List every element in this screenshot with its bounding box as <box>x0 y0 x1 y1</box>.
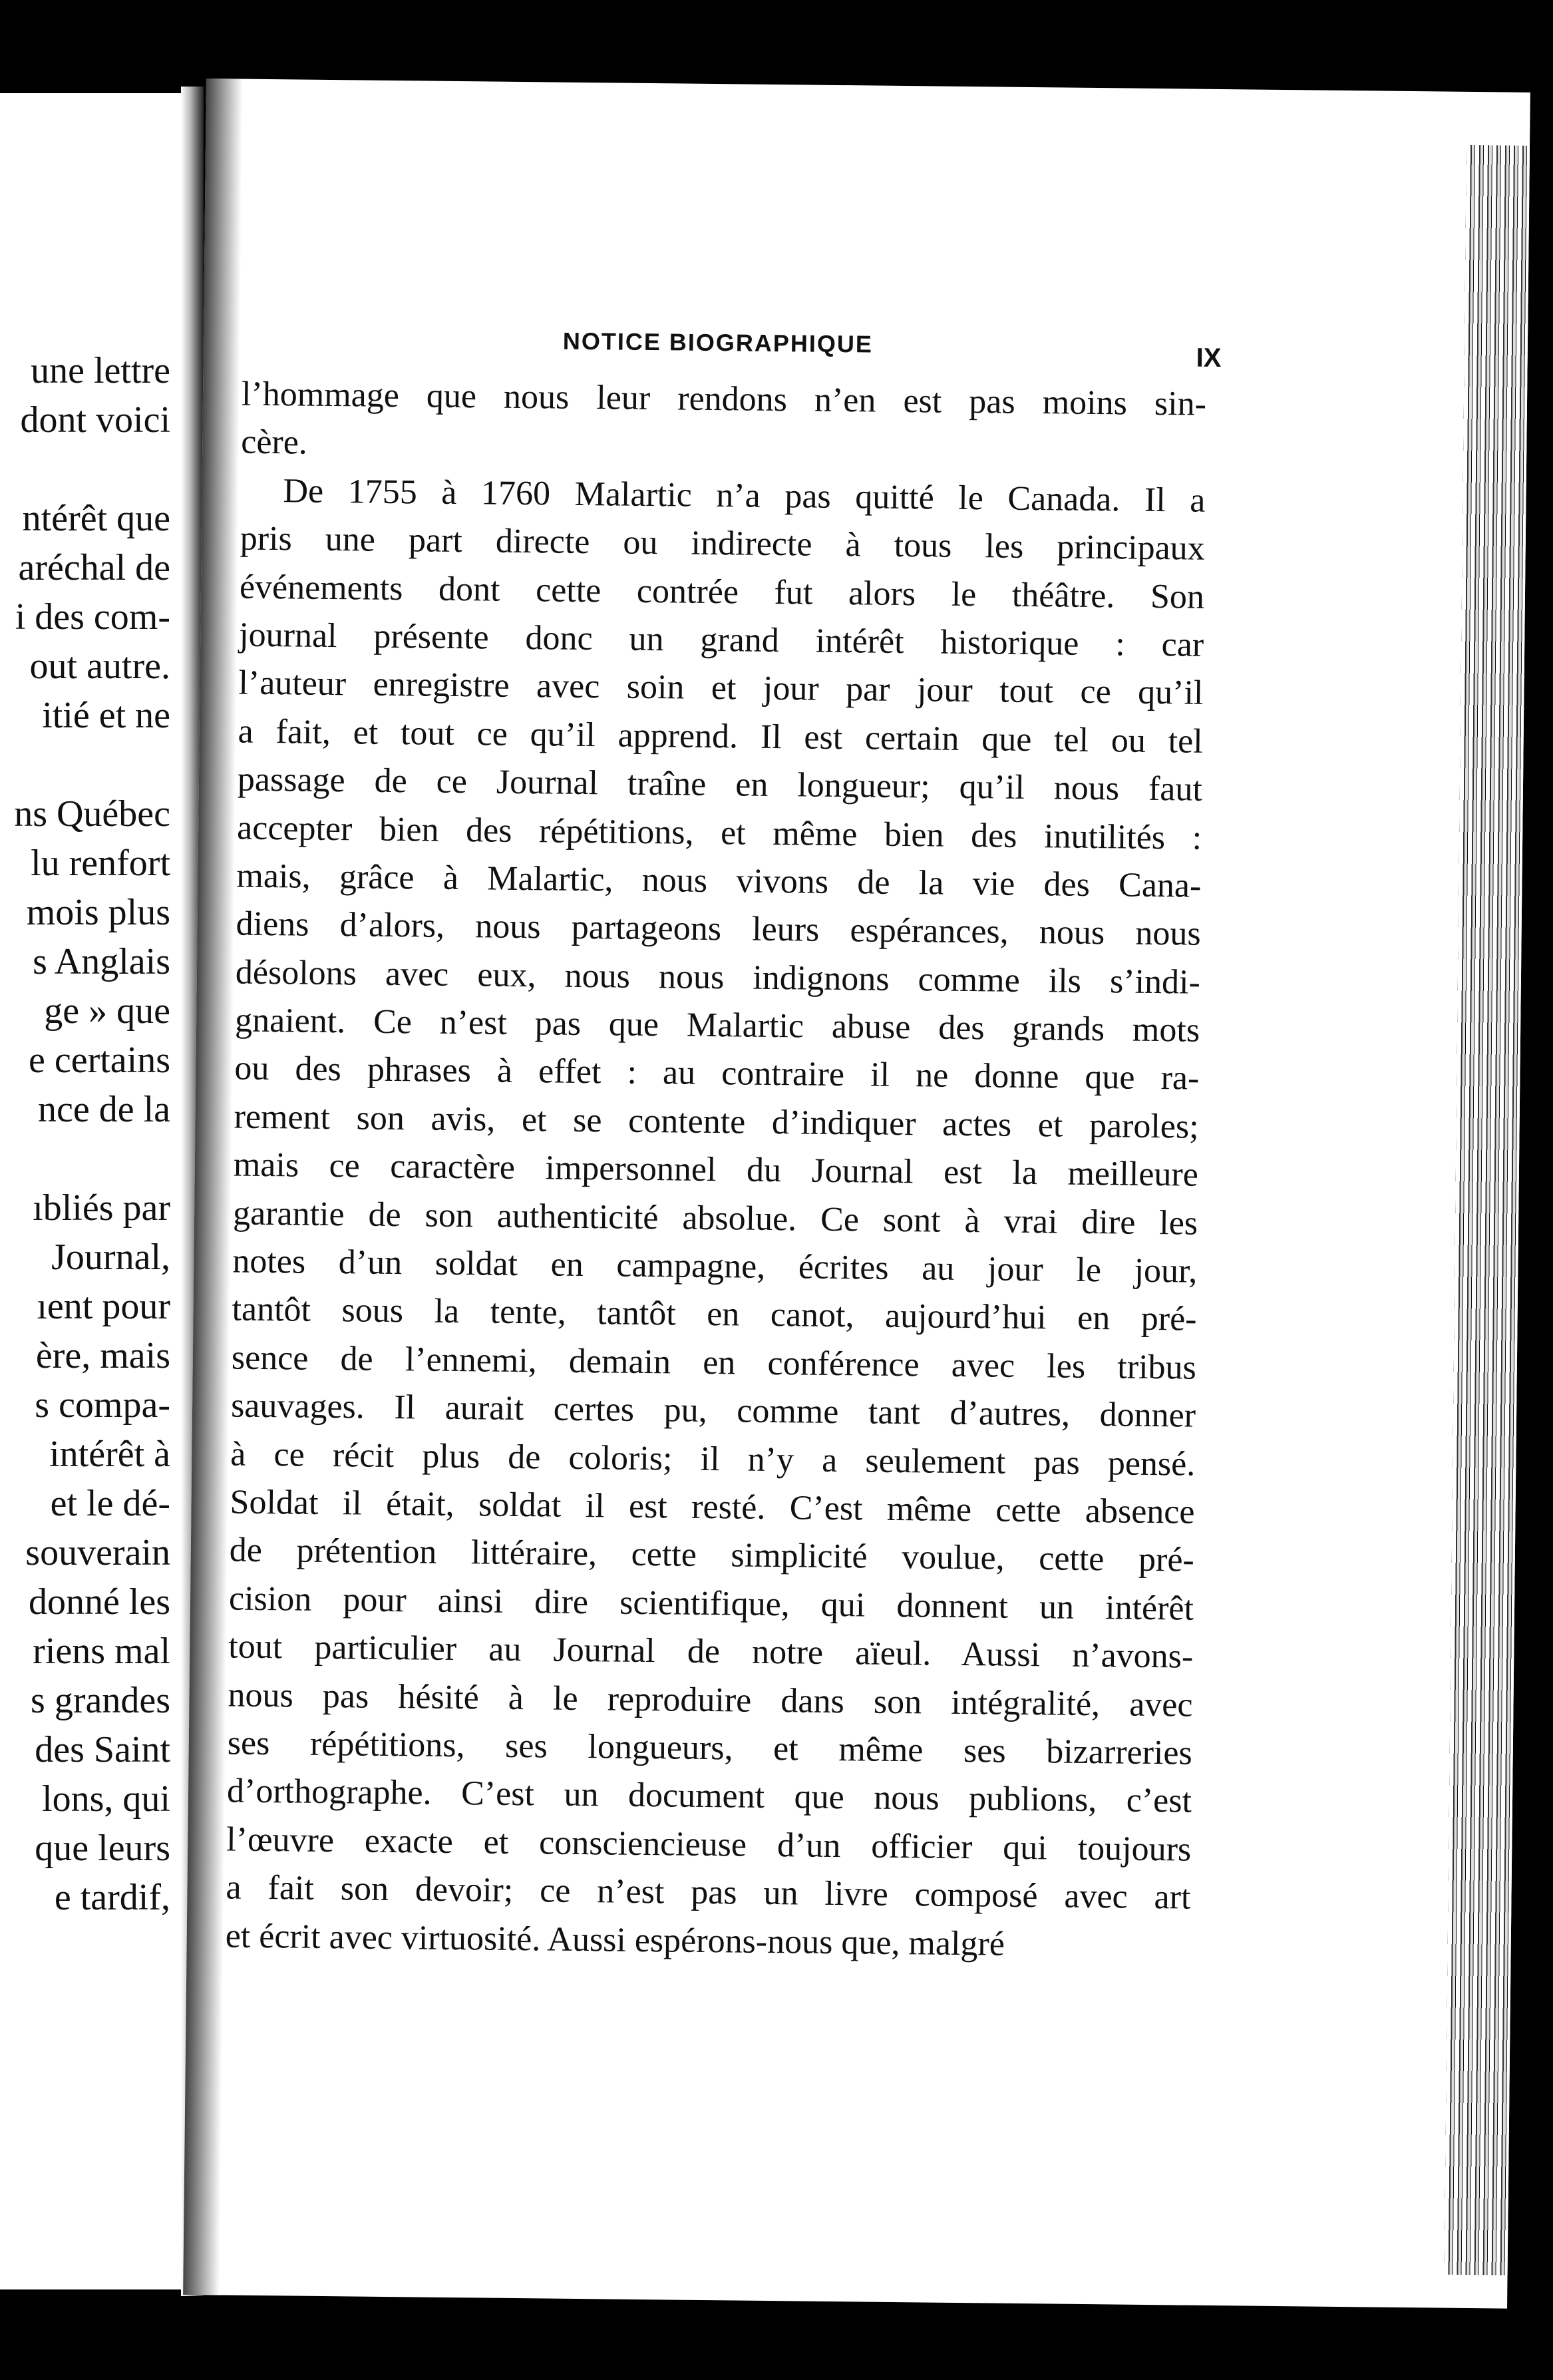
left-line: s Anglais <box>33 941 170 982</box>
left-line: itié et ne <box>42 695 170 736</box>
left-line: e certains <box>29 1040 170 1081</box>
left-line: ıent pour <box>37 1286 170 1327</box>
text-line: De 1755 à 1760 Malartic n’a pas quitté le Canada. Il a <box>283 472 1206 520</box>
left-line: ns Québec <box>14 793 170 835</box>
body-text <box>225 371 1206 1971</box>
text-line: nous pas hésité à le reproduire dans son intégralité, avec <box>228 1676 1193 1724</box>
text-line: l’hommage que nous leur rendons n’en est pas moins sin- <box>241 375 1207 423</box>
left-line: lons, qui <box>42 1778 170 1820</box>
text-line: a fait son devoir; ce n’est pas un livre composé avec art <box>226 1868 1191 1917</box>
left-line: et le dé- <box>50 1483 170 1524</box>
text-line: sauvages. Il aurait certes pu, comme tant d’autres, donner <box>230 1386 1196 1435</box>
text-line: a fait, et tout ce qu’il apprend. Il est certain que tel ou tel <box>238 712 1203 761</box>
left-line: e tardif, <box>54 1877 170 1918</box>
text-line: ses répétitions, ses longueurs, et même ses bizarreries <box>227 1724 1193 1772</box>
left-line: que leurs <box>35 1828 170 1869</box>
text-line: tout particulier au Journal de notre aïeul. Aussi n’avons- <box>228 1627 1194 1676</box>
left-page-text <box>0 346 170 1922</box>
text-line: d’orthographe. C’est un document que nous publions, c’est <box>226 1772 1192 1820</box>
text-line: l’auteur enregistre avec soin et jour par jour tout ce qu’il <box>238 664 1204 713</box>
left-line: intérêt à <box>49 1434 170 1475</box>
right-book-page <box>183 79 1530 2309</box>
text-line: mais, grâce à Malartic, nous vivons de la vie des Cana- <box>236 857 1202 905</box>
text-line: cère. <box>240 423 308 463</box>
left-line: ıbliés par <box>33 1187 170 1229</box>
text-line: ou des phrases à effet : au contraire il ne donne que ra- <box>234 1049 1200 1098</box>
text-line: de prétention littéraire, cette simplicité voulue, cette pré- <box>229 1531 1195 1580</box>
left-line: mois plus <box>26 892 170 933</box>
text-line: Soldat il était, soldat il est resté. C’est même cette absence <box>230 1483 1195 1531</box>
text-line: à ce récit plus de coloris; il n’y a seulement pas pensé. <box>230 1435 1196 1484</box>
left-line: dont voici <box>20 399 170 441</box>
left-line: lu renfort <box>31 843 170 884</box>
left-line: i des com- <box>15 596 170 638</box>
text-line: journal présente donc un grand intérêt historique : car <box>238 616 1204 664</box>
text-line: pris une part directe ou indirecte à tous les principaux <box>240 519 1205 568</box>
left-line: s compa- <box>35 1384 170 1426</box>
left-line <box>0 445 170 494</box>
left-line: riens mal <box>33 1631 170 1672</box>
text-line: et écrit avec virtuosité. Aussi espérons-nous que, malgré <box>225 1916 1005 1963</box>
left-line: ère, mais <box>35 1335 170 1376</box>
left-line: Journal, <box>51 1237 170 1278</box>
text-line: sence de l’ennemi, demain en conférence avec les tribus <box>231 1338 1197 1387</box>
left-line: souverain <box>25 1532 170 1573</box>
left-line: ntérêt que <box>22 498 170 539</box>
text-line: cision pour ainsi dire scientifique, qui donnent un intérêt <box>228 1579 1194 1628</box>
text-line: mais ce caractère impersonnel du Journal est la meilleure <box>233 1145 1199 1194</box>
text-line: désolons avec eux, nous nous indignons comme ils s’indi- <box>235 953 1201 1002</box>
left-line: ge » que <box>44 990 170 1032</box>
left-line: des Saint <box>35 1729 170 1770</box>
text-line: passage de ce Journal traîne en longueur; qu’il nous faut <box>237 760 1203 809</box>
page-number: IX <box>1196 343 1222 373</box>
text-line: accepter bien des répétitions, et même bien des inutilités : <box>236 809 1202 857</box>
left-line: une lettre <box>31 350 170 391</box>
left-line: s grandes <box>31 1680 170 1721</box>
left-line <box>0 1134 170 1183</box>
text-line: garantie de son authenticité absolue. Ce sont à vrai dire les <box>232 1194 1198 1243</box>
text-line: gnaient. Ce n’est pas que Malartic abuse des grands mots <box>234 1001 1200 1050</box>
page-edges <box>1445 145 1530 2276</box>
left-line: nce de la <box>38 1089 170 1130</box>
text-line: tantôt sous la tente, tantôt en canot, aujourd’hui en pré- <box>232 1290 1197 1339</box>
left-line: out autre. <box>29 646 170 687</box>
running-head: NOTICE BIOGRAPHIQUE <box>562 327 874 358</box>
left-line <box>0 740 170 789</box>
text-line: notes d’un soldat en campagne, écrites au jour le jour, <box>232 1242 1198 1290</box>
text-line: l’œuvre exacte et consciencieuse d’un officier qui toujours <box>226 1820 1192 1869</box>
text-line: événements dont cette contrée fut alors le théâtre. Son <box>239 568 1205 616</box>
text-line: rement son avis, et se contente d’indiquer actes et paroles; <box>234 1097 1199 1146</box>
left-line: aréchal de <box>18 547 170 588</box>
text-line: diens d’alors, nous partageons leurs espérances, nous nous <box>236 904 1201 954</box>
left-line: donné les <box>28 1581 170 1623</box>
